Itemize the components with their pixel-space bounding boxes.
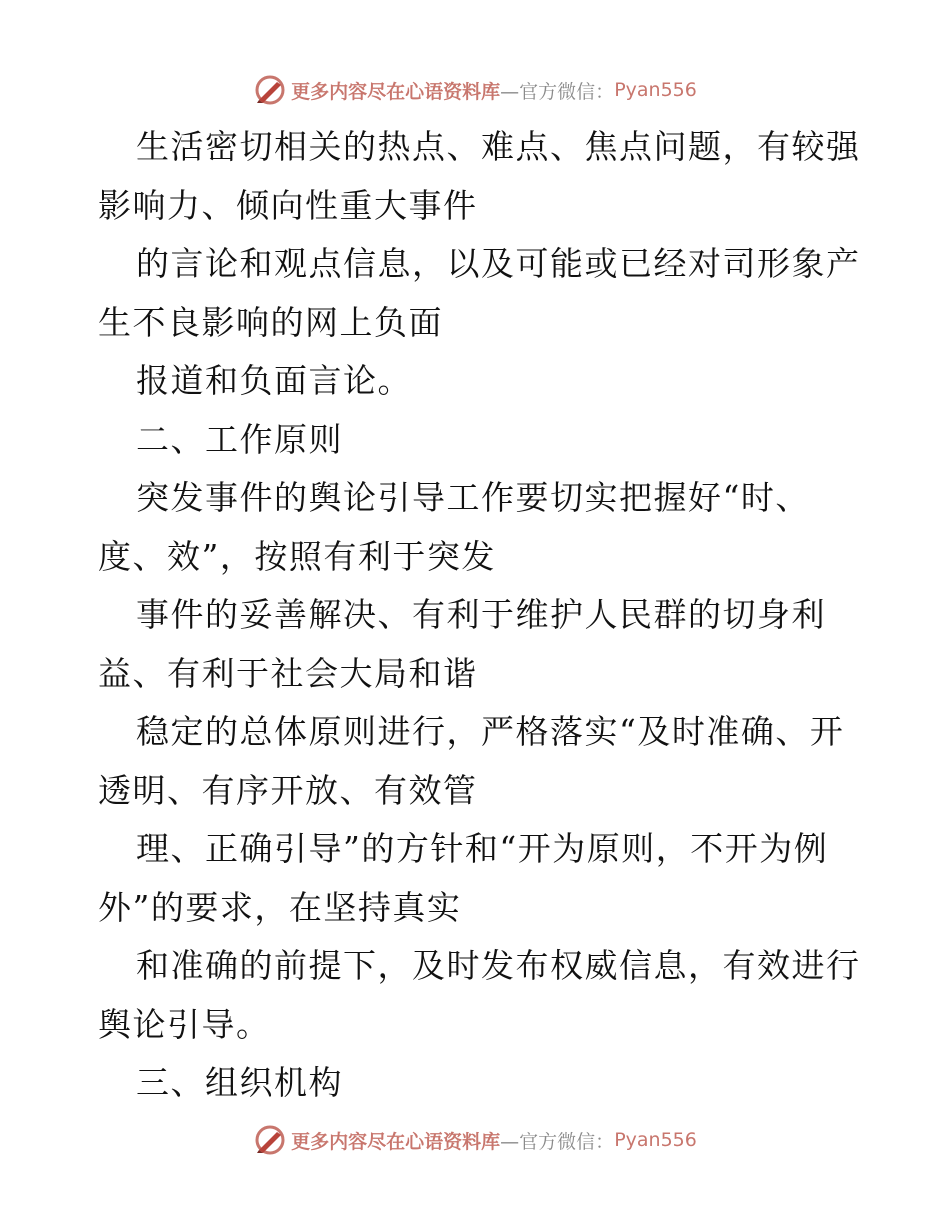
header-watermark	[0, 70, 950, 110]
text-line: 影响力、倾向性重大事件	[98, 185, 478, 225]
text-line: 生活密切相关的热点、难点、焦点问题，有较强	[136, 127, 861, 166]
pen-circle-logo-icon	[253, 1123, 287, 1157]
text-line: 透明、有序开放、有效管	[98, 770, 478, 810]
watermark-text-main: 更多内容尽在心语资料库	[291, 1130, 501, 1153]
pen-circle-logo-icon	[253, 73, 287, 107]
text-line: 生不良影响的网上负面	[98, 302, 443, 342]
text-line: 事件的妥善解决、有利于维护人民群的切身利	[136, 595, 826, 634]
section-heading: 三、组织机构	[136, 1063, 343, 1102]
text-line: 突发事件的舆论引导工作要切实把握好“时、	[136, 478, 810, 517]
text-line: 益、有利于社会大局和谐	[98, 653, 478, 693]
watermark-text-id: Pyan556	[614, 79, 697, 101]
footer-watermark	[0, 1120, 950, 1160]
watermark-text-main: 更多内容尽在心语资料库	[291, 80, 501, 103]
text-line: 稳定的总体原则进行，严格落实“及时准确、开	[136, 712, 845, 751]
text-line: 的言论和观点信息，以及可能或已经对司形象产	[136, 244, 861, 283]
watermark-text-separator: —官方微信：	[500, 1130, 615, 1153]
watermark-text-id: Pyan556	[614, 1129, 697, 1151]
text-line: 理、正确引导”的方针和“开为原则，不开为例	[136, 829, 829, 868]
text-line: 和准确的前提下，及时发布权威信息，有效进行	[136, 946, 861, 985]
section-heading: 二、工作原则	[136, 419, 343, 459]
watermark-text-separator: —官方微信：	[500, 80, 615, 103]
document-body	[98, 118, 861, 1113]
text-line: 报道和负面言论。	[136, 361, 412, 400]
text-line: 舆论引导。	[98, 1004, 271, 1044]
text-line: 度、效”，按照有利于突发	[98, 536, 496, 576]
text-line: 外”的要求，在坚持真实	[98, 887, 462, 927]
